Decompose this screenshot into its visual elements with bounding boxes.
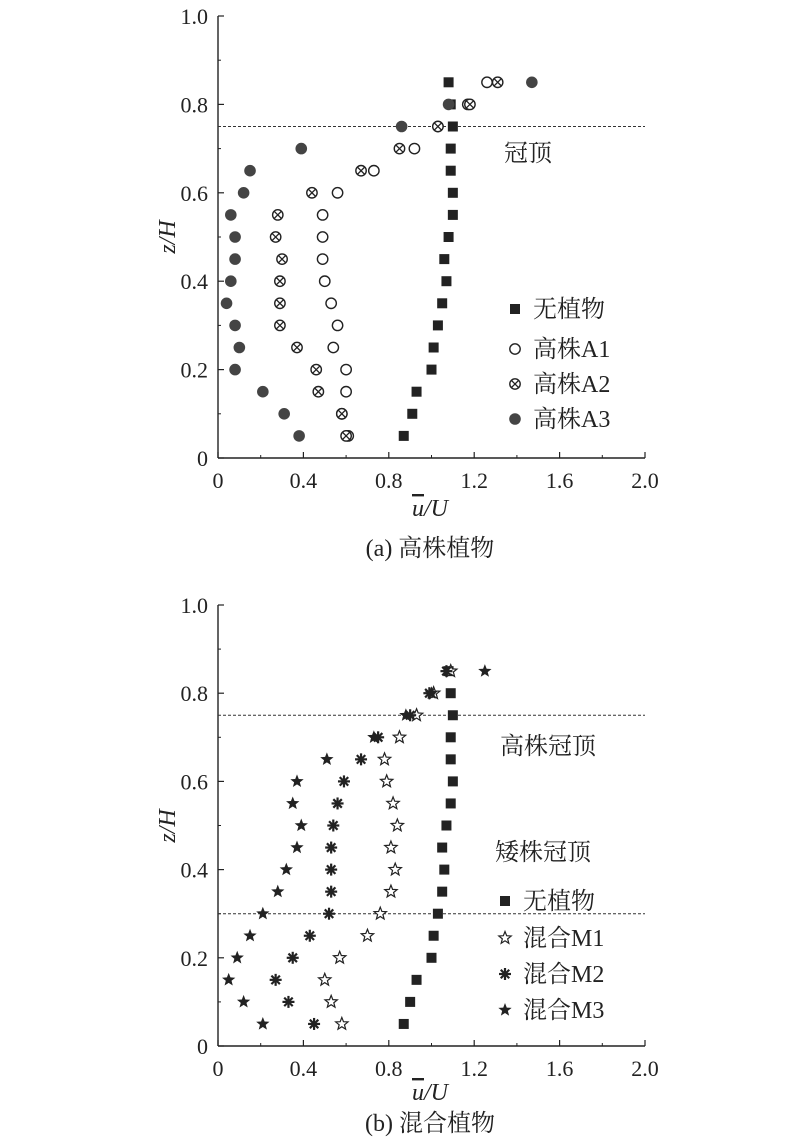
data-point xyxy=(229,364,241,376)
data-point xyxy=(295,819,308,832)
data-point xyxy=(427,953,437,963)
data-point xyxy=(257,386,269,398)
x-tick-label: 0 xyxy=(212,1056,224,1081)
data-point xyxy=(448,188,458,198)
data-point xyxy=(225,209,237,221)
x-tick-label: 0.8 xyxy=(375,468,403,493)
chart-panel-2 xyxy=(155,593,659,1137)
data-point xyxy=(412,387,422,397)
data-point xyxy=(437,298,447,308)
data-point xyxy=(448,710,458,720)
data-point xyxy=(385,885,397,897)
data-point xyxy=(394,143,404,153)
data-point xyxy=(319,973,331,985)
data-point xyxy=(293,430,305,442)
data-point xyxy=(356,166,366,176)
data-point xyxy=(327,820,339,832)
x-tick-label: 1.2 xyxy=(460,1056,488,1081)
data-point xyxy=(448,122,458,132)
data-point xyxy=(405,997,415,1007)
data-point xyxy=(429,931,439,941)
x-tick-label: 1.2 xyxy=(460,468,488,493)
data-point xyxy=(385,841,397,853)
data-point xyxy=(282,996,294,1008)
data-point xyxy=(380,775,392,787)
legend-marker xyxy=(499,968,511,980)
y-tick-label: 0.2 xyxy=(180,357,208,383)
data-point xyxy=(427,365,437,375)
x-axis-label: u/U xyxy=(412,1080,448,1106)
data-point xyxy=(278,408,290,420)
data-point xyxy=(444,232,454,242)
data-point xyxy=(448,776,458,786)
legend-label: 高株A2 xyxy=(533,372,611,398)
y-tick-label: 0.8 xyxy=(180,681,208,707)
data-point xyxy=(396,121,408,133)
legend-label: 无植物 xyxy=(533,297,605,323)
data-point xyxy=(243,929,256,942)
data-point xyxy=(433,121,443,131)
legend-marker xyxy=(500,896,510,906)
y-tick-label: 0.8 xyxy=(180,92,208,118)
data-point xyxy=(275,276,285,286)
data-point xyxy=(334,951,346,963)
data-point xyxy=(323,908,335,920)
data-point xyxy=(478,664,491,677)
data-point xyxy=(439,254,449,264)
data-point xyxy=(271,885,284,898)
legend-label: 高株A3 xyxy=(533,407,611,433)
data-point xyxy=(391,819,403,831)
y-tick-label: 0 xyxy=(197,446,208,471)
data-point xyxy=(338,775,350,787)
legend-marker xyxy=(499,932,511,944)
legend-marker xyxy=(509,413,521,425)
data-point xyxy=(389,863,401,875)
data-point xyxy=(492,77,502,87)
data-point xyxy=(387,797,399,809)
data-point xyxy=(336,1017,348,1029)
legend-marker xyxy=(498,1003,511,1016)
data-point xyxy=(273,210,283,220)
series-1 xyxy=(399,666,458,1029)
data-point xyxy=(441,276,451,286)
data-point xyxy=(270,232,280,242)
data-point xyxy=(446,166,456,176)
data-point xyxy=(374,907,386,919)
data-point xyxy=(332,320,342,330)
data-point xyxy=(275,320,285,330)
data-point xyxy=(369,166,379,176)
y-tick-label: 0 xyxy=(197,1034,208,1059)
panel-caption: (b) 混合植物 xyxy=(365,1111,495,1137)
data-point xyxy=(341,387,351,397)
x-tick-label: 0.8 xyxy=(375,1056,403,1081)
data-point xyxy=(317,210,327,220)
data-point xyxy=(295,143,307,155)
data-point xyxy=(446,798,456,808)
data-point xyxy=(221,298,233,310)
data-point xyxy=(407,409,417,419)
data-point xyxy=(320,752,333,765)
data-point xyxy=(441,821,451,831)
legend-label: 无植物 xyxy=(523,889,595,915)
data-point xyxy=(308,1018,320,1030)
series-3 xyxy=(270,77,502,441)
data-point xyxy=(444,77,454,87)
data-point xyxy=(229,253,241,265)
legend-label: 高株A1 xyxy=(533,337,611,363)
legend-label: 混合M3 xyxy=(523,998,605,1024)
data-point xyxy=(361,929,373,941)
data-point xyxy=(399,431,409,441)
data-point xyxy=(325,886,337,898)
data-point xyxy=(229,320,241,332)
series-2 xyxy=(317,77,492,441)
data-point xyxy=(313,387,323,397)
reference-line-label: 冠顶 xyxy=(504,141,552,167)
x-tick-label: 2.0 xyxy=(631,1056,659,1081)
data-point xyxy=(238,187,250,199)
data-point xyxy=(229,231,241,243)
data-point xyxy=(311,364,321,374)
legend-marker xyxy=(510,379,520,389)
data-point xyxy=(320,276,330,286)
data-point xyxy=(325,995,337,1007)
data-point xyxy=(280,863,293,876)
y-tick-label: 0.4 xyxy=(180,857,208,883)
data-point xyxy=(482,77,492,87)
x-tick-label: 0 xyxy=(212,468,224,493)
data-point xyxy=(443,99,455,111)
data-point xyxy=(287,952,299,964)
data-point xyxy=(337,409,347,419)
data-point xyxy=(355,753,367,765)
legend-label: 混合M2 xyxy=(523,962,605,988)
data-point xyxy=(332,188,342,198)
y-tick-label: 0.6 xyxy=(180,769,208,795)
data-point xyxy=(277,254,287,264)
data-point xyxy=(270,974,282,986)
data-point xyxy=(292,342,302,352)
data-point xyxy=(446,144,456,154)
legend-marker xyxy=(510,344,520,354)
data-point xyxy=(341,364,351,374)
panel-caption: (a) 高株植物 xyxy=(365,536,495,562)
data-point xyxy=(290,841,303,854)
x-tick-label: 2.0 xyxy=(631,468,659,493)
data-point xyxy=(399,1019,409,1029)
chart-panel-1 xyxy=(155,4,659,562)
y-axis-label: z/H xyxy=(155,220,181,254)
data-point xyxy=(332,797,344,809)
x-tick-label: 0.4 xyxy=(289,468,318,493)
series-2 xyxy=(319,665,457,1030)
data-point xyxy=(446,688,456,698)
legend-marker xyxy=(510,304,520,314)
x-tick-label: 1.6 xyxy=(545,1056,574,1081)
data-point xyxy=(256,907,269,920)
data-point xyxy=(437,887,447,897)
data-point xyxy=(439,865,449,875)
data-point xyxy=(526,77,538,89)
data-point xyxy=(409,143,419,153)
series-1 xyxy=(399,77,458,441)
data-point xyxy=(433,320,443,330)
data-point xyxy=(446,754,456,764)
data-point xyxy=(317,254,327,264)
data-point xyxy=(256,1017,269,1030)
y-tick-label: 1.0 xyxy=(180,593,208,618)
data-point xyxy=(465,99,475,109)
data-point xyxy=(231,951,244,964)
data-point xyxy=(307,188,317,198)
x-axis-label: u/U xyxy=(412,496,448,522)
y-tick-label: 1.0 xyxy=(180,4,208,29)
data-point xyxy=(325,864,337,876)
data-point xyxy=(446,732,456,742)
data-point xyxy=(325,842,337,854)
data-point xyxy=(244,165,256,177)
y-tick-label: 0.4 xyxy=(180,269,208,295)
data-point xyxy=(433,909,443,919)
data-point xyxy=(412,975,422,985)
data-point xyxy=(286,796,299,809)
reference-line-label: 矮株冠顶 xyxy=(495,840,591,866)
data-point xyxy=(328,342,338,352)
data-point xyxy=(393,731,405,743)
data-point xyxy=(304,930,316,942)
x-tick-label: 1.6 xyxy=(545,468,574,493)
data-point xyxy=(237,995,250,1008)
data-point xyxy=(234,342,246,354)
data-point xyxy=(317,232,327,242)
data-point xyxy=(378,753,390,765)
legend-label: 混合M1 xyxy=(523,926,605,952)
data-point xyxy=(290,774,303,787)
data-point xyxy=(437,843,447,853)
data-point xyxy=(275,298,285,308)
data-point xyxy=(440,665,452,677)
data-point xyxy=(326,298,336,308)
y-tick-label: 0.2 xyxy=(180,945,208,971)
data-point xyxy=(222,973,235,986)
y-tick-label: 0.6 xyxy=(180,180,208,206)
data-point xyxy=(225,275,237,287)
data-point xyxy=(429,343,439,353)
data-point xyxy=(448,210,458,220)
series-4 xyxy=(221,77,538,442)
reference-line-label: 高株冠顶 xyxy=(500,734,596,760)
x-tick-label: 0.4 xyxy=(289,1056,318,1081)
data-point xyxy=(341,431,351,441)
y-axis-label: z/H xyxy=(155,809,181,843)
